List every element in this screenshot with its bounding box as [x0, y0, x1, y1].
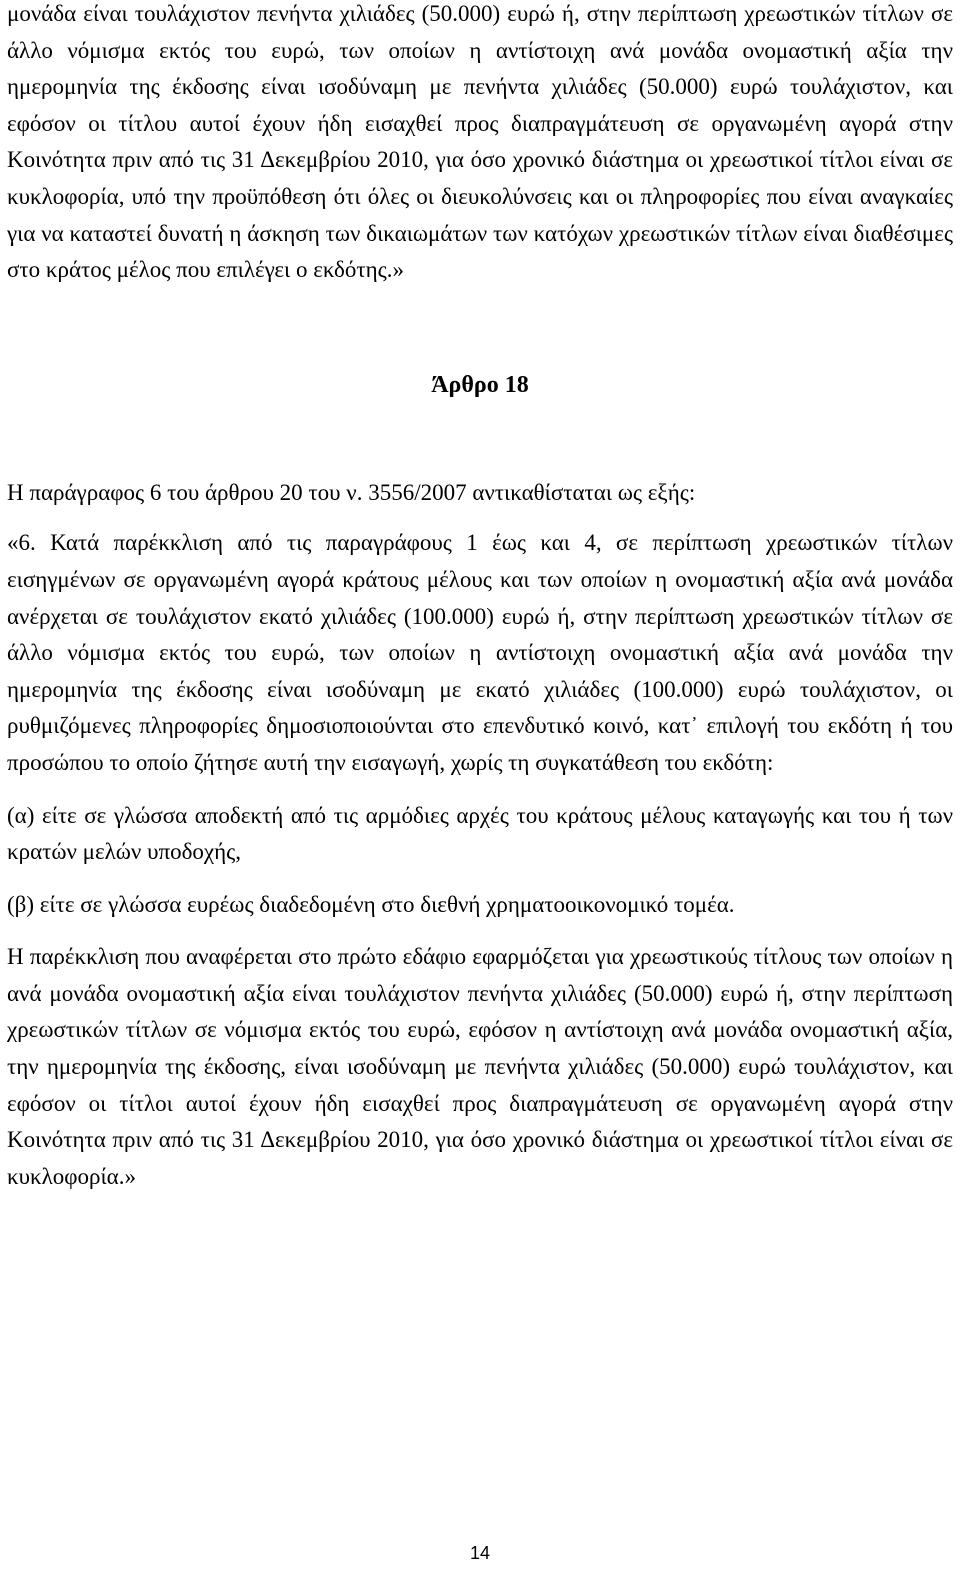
document-page — [7, 0, 953, 1195]
paragraph-item-a: (α) είτε σε γλώσσα αποδεκτή από τις αρμόδιες αρχές του κράτους μέλους καταγωγής και του ή των κρατών μελών υποδοχής, — [7, 802, 953, 865]
page-number: 14 — [469, 1543, 491, 1563]
paragraph-item-b: (β) είτε σε γλώσσα ευρέως διαδεδομένη στο διεθνή χρηματοοικονομικό τομέα. — [7, 891, 735, 917]
article-heading: Άρθρο 18 — [431, 371, 529, 398]
paragraph-continuation: μονάδα είναι τουλάχιστον πενήντα χιλιάδες (50.000) ευρώ ή, στην περίπτωση χρεωστικών τίτλων σε άλλο νόμισμα εκτός του ευρώ, των οποίων η αντίστοιχη ανά μονάδα ονομαστική αξία την ημερομηνία της έκδοσης είναι ισοδύναμη με πενήντα χιλιάδες (50.000) ευρώ τουλάχιστον, και εφόσον οι τίτλου αυτοί έχουν ήδη εισαχθεί προς διαπραγμάτευση σε οργανωμένη αγορά στην Κοινότητα πριν από τις 31 Δεκεμβρίου 2010, για όσο χρονικό διάστημα οι χρεωστικοί τίτλοι είναι σε κυκλοφορία, υπό την προϋπόθεση ότι όλες οι διευκολύνσεις και οι πληροφορίες που είναι αναγκαίες για να καταστεί δυνατή η άσκηση των δικαιωμάτων των κατόχων χρεωστικών τίτλων είναι διαθέσιμες στο κράτος μέλος που επιλέγει ο εκδότης.» — [7, 1, 953, 283]
paragraph-exemption: Η παρέκκλιση που αναφέρεται στο πρώτο εδάφιο εφαρμόζεται για χρεωστικούς τίτλους των οποίων η ανά μονάδα ονομαστική αξία είναι τουλάχιστον πενήντα χιλιάδες (50.000) ευρώ ή, στην περίπτωση χρεωστικών τίτλων σε νόμισμα εκτός του ευρώ, εφόσον η αντίστοιχη ανά μονάδα ονομαστική αξία, την ημερομηνία της έκδοσης, είναι ισοδύναμη με πενήντα χιλιάδες (50.000) ευρώ τουλάχιστον, και εφόσον οι τίτλοι αυτοί έχουν ήδη εισαχθεί προς διαπραγμάτευση σε οργανωμένη αγορά στην Κοινότητα πριν από τις 31 Δεκεμβρίου 2010, για όσο χρονικό διάστημα οι χρεωστικοί τίτλοι είναι σε κυκλοφορία.» — [7, 944, 953, 1189]
paragraph-article-text: «6. Κατά παρέκκλιση από τις παραγράφους 1 έως και 4, σε περίπτωση χρεωστικών τίτλων εισηγμένων σε οργανωμένη αγορά κράτους μέλους και των οποίων η ονομαστική αξία ανά μονάδα ανέρχεται σε τουλάχιστον εκατό χιλιάδες (100.000) ευρώ ή, στην περίπτωση χρεωστικών τίτλων σε άλλο νόμισμα εκτός του ευρώ, των οποίων η αντίστοιχη ονομαστική αξία ανά μονάδα την ημερομηνία της έκδοσης είναι ισοδύναμη με εκατό χιλιάδες (100.000) ευρώ τουλάχιστον, οι ρυθμιζόμενες πληροφορίες δημοσιοποιούνται στο επενδυτικό κοινό, κατ᾽ επιλογή του εκδότη ή του προσώπου το οποίο ζήτησε αυτή την εισαγωγή, χωρίς τη συγκατάθεση του εκδότη: — [7, 530, 953, 775]
paragraph-intro: Η παράγραφος 6 του άρθρου 20 του ν. 3556/2007 αντικαθίσταται ως εξής: — [7, 479, 696, 505]
